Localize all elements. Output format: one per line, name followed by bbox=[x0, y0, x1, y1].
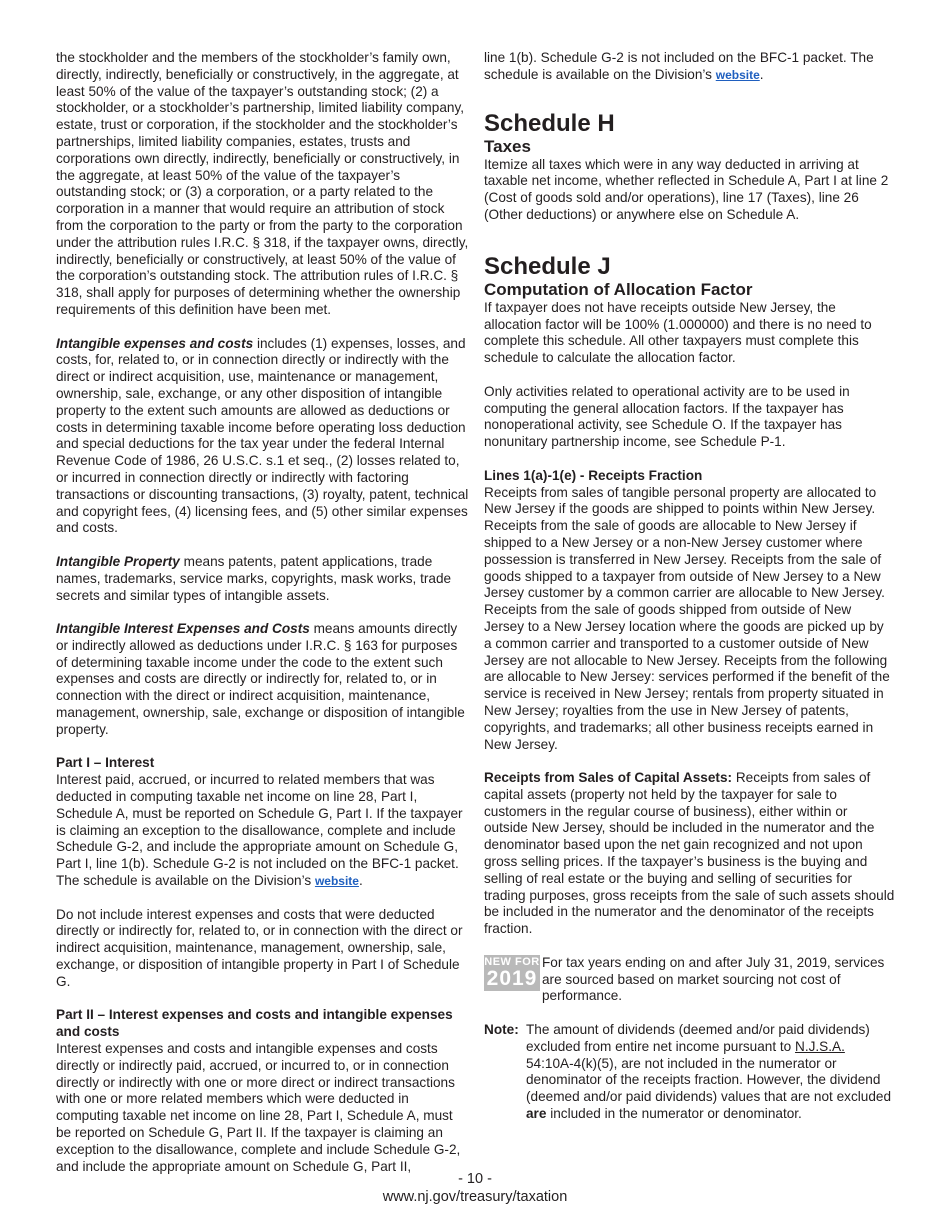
new-for-2019-block bbox=[484, 955, 895, 1005]
related-member-definition: the stockholder and the members of the stockholder’s family own, directly, indirectly, beneficially or constructively, in the aggregate, at least 50% of the value of the taxpayer’s outstanding stock; (2) a stockholder, or a stockholder’s partnership, limited liability company, estate, trust or corporation, if the stockholder and the stockholder’s partnerships, limited liability companies, estates, trusts and corporations own directly, indirectly, beneficially or constructively, in the aggregate, at least 50% of the value of the taxpayer’s outstanding stock; or (3) a corporation, or a party related to the corporation in a manner that would require an attribution of stock from the corporation to the party or from the party to the corporation under the attribution rules I.R.C. § 318, if the taxpayer owns, directly, indirectly, beneficially or constructively, at least 50% of the value of the corporation’s outstanding stock. The attribution rules of I.R.C. § 318, shall apply for purposes of determining whether the ownership requirements of this definition have been met. bbox=[56, 50, 469, 317]
note-label: Note: bbox=[484, 1022, 519, 1038]
schedule-j-title: Schedule J bbox=[484, 252, 611, 280]
continuation-website-link[interactable]: website bbox=[715, 67, 760, 82]
capital-assets-text: Receipts from sales of capital assets (property not held by the taxpayer for sale to customers in the regular course of business), either within or outside New Jersey, should be included in the numerator and the denominator based upon the net gain recognized and not upon gross selling prices. If the taxpayer’s business is the buying and selling of real estate or the buying and selling of securities for trading purposes, gross receipts from the sale of such assets should be included in the numerator and the denominator of the receipts fraction. bbox=[484, 770, 895, 937]
badge-year-text: 2019 bbox=[486, 966, 538, 990]
schedule-h-paragraph: Itemize all taxes which were in any way deducted in arriving at taxable net income, whether reflected in Schedule A, Part I at line 2 (Cost of goods sold and/or operations), line 17 (Taxes), line 26 (Other deductions) or anywhere else on Schedule A. bbox=[484, 156, 889, 222]
receipts-fraction-paragraph: Receipts from sales of tangible personal property are allocated to New Jersey if the goods are shipped to points within New Jersey. Receipts from the sale of goods are allocable to New Jersey if shipped to a New Jersey or a non-New Jersey customer where possession is transferred in New Jersey. Receipts from the sale of goods shipped to a taxpayer from outside of New Jersey to a New Jersey customer by a common carrier are allocable to New Jersey. Receipts from the sale of goods shipped from outside of New Jersey to a New Jersey location where the goods are picked up by a common carrier and transported to a customer outside of New Jersey are not allocable to New Jersey. Receipts from the following are allocable to New Jersey: services performed if the benefit of the service is received in New Jersey; rentals from property situated in New Jersey; royalties from the use in New Jersey of patents, copyrights, and trademarks; all other business receipts earned in New Jersey. bbox=[484, 484, 890, 752]
intangible-property-term: Intangible Property bbox=[56, 553, 180, 569]
intangible-property-text: means patents, patent applications, trade names, trademarks, service marks, copyrights, mask works, trade secrets and similar types of intangible assets. bbox=[56, 553, 452, 603]
schedule-j-paragraph-2: Only activities related to operational activity are to be used in computing the general allocation factors. If the taxpayer has nonoperational activity, see Schedule O. If the taxpayer has nonunitary partnership income, see Schedule P-1. bbox=[484, 383, 850, 450]
note-are: are bbox=[526, 1106, 547, 1122]
note-statute: N.J.S.A. bbox=[795, 1038, 845, 1054]
new-for-2019-badge-icon bbox=[484, 955, 540, 991]
new-for-2019-text: For tax years ending on and after July 31, 2019, services are sourced based on market sourcing not cost of performance. bbox=[542, 954, 885, 1004]
badge-top-text: NEW FOR bbox=[484, 955, 540, 968]
footer-url: www.nj.gov/treasury/taxation bbox=[382, 1189, 568, 1205]
schedule-h-subtitle: Taxes bbox=[484, 136, 531, 156]
part2-heading: Part II – Interest expenses and costs and intangible expenses and costs bbox=[56, 1007, 453, 1040]
page-number: - 10 - bbox=[458, 1171, 492, 1187]
intangible-expenses-term: Intangible expenses and costs bbox=[56, 335, 254, 351]
capital-assets-heading: Receipts from Sales of Capital Assets: bbox=[484, 770, 733, 786]
note-body bbox=[526, 1022, 895, 1123]
do-not-include-paragraph: Do not include interest expenses and costs that were deducted directly or indirectly for, related to, or in connection with the direct or indirect acquisition, maintenance, management, ownership, sale, exchange, or disposition of intangible property in Part I of Schedule G. bbox=[56, 906, 463, 989]
right-column bbox=[484, 50, 895, 1123]
continuation-text: line 1(b). Schedule G-2 is not included on the BFC-1 packet. The schedule is available on the Division’s bbox=[484, 50, 874, 82]
capital-assets-paragraph bbox=[484, 770, 895, 938]
schedule-j-paragraph-1: If taxpayer does not have receipts outside New Jersey, the allocation factor will be 100% (1.000000) and there is no need to complete this schedule. All other taxpayers must complete this schedule to calculate the allocation factor. bbox=[484, 299, 872, 366]
continuation-paragraph bbox=[484, 50, 895, 84]
left-column bbox=[56, 50, 469, 1192]
note-text-1: The amount of dividends (deemed and/or paid dividends) excluded from entire net income pursuant to bbox=[526, 1022, 870, 1054]
intangible-property-paragraph bbox=[56, 554, 469, 604]
note-text-2: 54:10A-4(k)(5), are not included in the numerator or denominator of the receipts fraction. However, the dividend (deemed and/or paid dividends) values that are not excluded bbox=[526, 1055, 892, 1105]
schedule-h-title: Schedule H bbox=[484, 109, 615, 137]
intangible-interest-term: Intangible Interest Expenses and Costs bbox=[56, 621, 310, 637]
note-text-3: included in the numerator or denominator. bbox=[546, 1106, 802, 1122]
note-block bbox=[484, 1022, 895, 1123]
intangible-interest-paragraph bbox=[56, 621, 469, 739]
part1-text: Interest paid, accrued, or incurred to related members that was deducted in computing taxable net income on line 28, Part I, Schedule A, must be reported on Schedule G, Part I. If the taxpayer is claiming an exception to the disallowance, complete and include Schedule G-2, and include the appropriate amount on Schedule G, Part I, line 1(b). Schedule G-2 is not included on the BFC-1 packet. The schedule is available on the Division’s bbox=[56, 772, 463, 889]
continuation-end: . bbox=[759, 66, 764, 82]
part1-heading: Part I – Interest bbox=[56, 755, 155, 771]
part1-website-link[interactable]: website bbox=[314, 874, 359, 889]
intangible-expenses-paragraph bbox=[56, 336, 469, 538]
intangible-interest-text: means amounts directly or indirectly allowed as deductions under I.R.C. § 163 for purposes of determining taxable income under the code to the extent such expenses and costs are directly or indirectly for, related to, or in connection with the direct or indirect acquisition, maintenance, management, ownership, sale, exchange or disposition of intangible property. bbox=[56, 621, 465, 737]
receipts-fraction-heading: Lines 1(a)-1(e) - Receipts Fraction bbox=[484, 467, 703, 483]
intangible-expenses-text: includes (1) expenses, losses, and costs, for, related to, or in connection directly or indirectly with the direct or indirect acquisition, use, maintenance or management, ownership, sale, exchange, or any other disposition of intangible property to the extent such amounts are allowed as deductions or costs in determining taxable income before operating loss deduction and special deductions for the tax year under the federal Internal Revenue Code of 1986, 26 U.S.C. s.1 et seq., (2) losses related to, or incurred in connection directly or indirectly with factoring transactions or discounting transactions, (3) royalty, patent, technical and copyright fees, (4) licensing fees, and (5) other similar expenses and costs. bbox=[56, 335, 469, 536]
part1-end: . bbox=[358, 873, 363, 889]
schedule-j-subtitle: Computation of Allocation Factor bbox=[484, 279, 753, 299]
part2-paragraph: Interest expenses and costs and intangible expenses and costs directly or indirectly paid, accrued, or incurred to, or in connection directly or indirectly with one or more direct or indirect transactions with one or more related members which were deducted in computing taxable net income on line 28, Part I, Schedule A, must be reported on Schedule G, Part II. If the taxpayer is claiming an exception to the disallowance, complete and include Schedule G-2, and include the appropriate amount on Schedule G, Part II, bbox=[56, 1041, 461, 1174]
part1-paragraph bbox=[56, 772, 469, 890]
